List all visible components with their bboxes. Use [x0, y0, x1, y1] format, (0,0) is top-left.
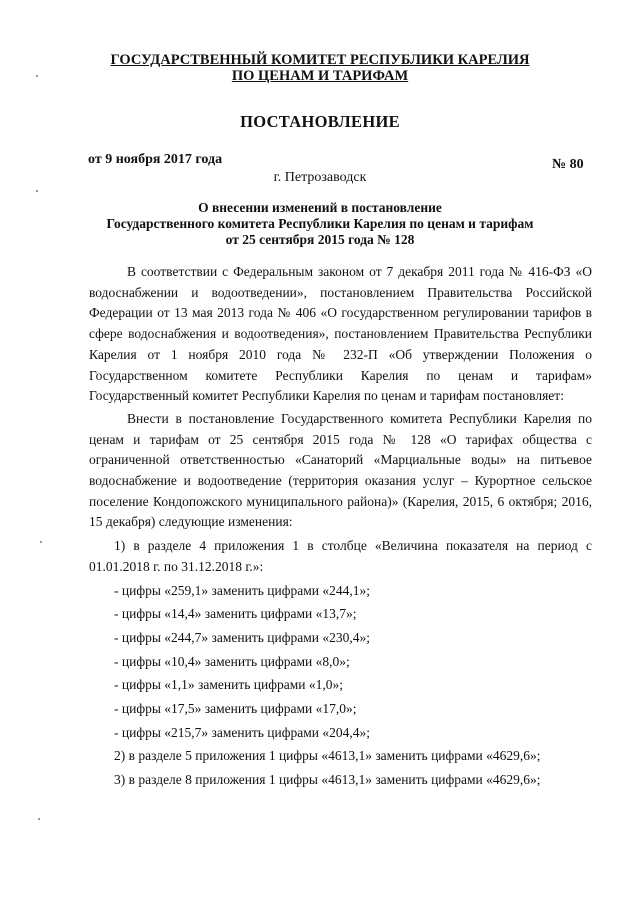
document-city: г. Петрозаводск	[273, 170, 367, 185]
subject-line2: Государственного комитета Республики Карелия по ценам и тарифам	[106, 216, 534, 231]
scan-speck	[38, 818, 40, 820]
agency-header-line2: ПО ЦЕНАМ И ТАРИФАМ	[231, 68, 409, 84]
list-item: - цифры «1,1» заменить цифрами «1,0»;	[114, 677, 343, 693]
list-item: - цифры «259,1» заменить цифрами «244,1»;	[114, 582, 370, 598]
scan-speck	[40, 541, 42, 543]
scan-speck	[36, 190, 38, 192]
list-item: - цифры «215,7» заменить цифрами «204,4»;	[114, 724, 370, 740]
agency-header-line1: ГОСУДАРСТВЕННЫЙ КОМИТЕТ РЕСПУБЛИКИ КАРЕЛИЯ	[110, 52, 530, 68]
subject-line1: О внесении изменений в постановление	[198, 200, 442, 215]
scan-speck	[36, 75, 38, 77]
point-3: 3) в разделе 8 приложения 1 цифры «4613,1» заменить цифрами «4629,6»;	[114, 772, 541, 788]
document-number: № 80	[552, 157, 584, 172]
document-subject	[100, 200, 540, 248]
list-item: - цифры «244,7» заменить цифрами «230,4»;	[114, 629, 370, 645]
point-2: 2) в разделе 5 приложения 1 цифры «4613,1» заменить цифрами «4629,6»;	[114, 748, 541, 764]
point-1: 1) в разделе 4 приложения 1 в столбце «Величина показателя на период с 01.01.2018 г. по 31.12.2018 г.»:	[89, 538, 592, 574]
agency-header	[0, 52, 640, 84]
document-date: от 9 ноября 2017 года	[88, 152, 223, 167]
list-item: - цифры «14,4» заменить цифрами «13,7»;	[114, 606, 357, 622]
intro-paragraph: В соответствии с Федеральным законом от 7 декабря 2011 года № 416-ФЗ «О водоснабжении и водоотведении», постановлением Правительства Российской Федерации от 13 мая 2013 года № 406 «О государственном регулировании тарифов в сфере водоснабжения и водоотведения», постановлением Правительства Республики Карелия от 1 ноября 2010 года № 232-П «Об утверждении Положения о Государственном комитете Республики Карелия по ценам и тарифам» Государственный комитет Республики Карелия по ценам и тарифам постановляет:	[89, 264, 592, 404]
document-title: ПОСТАНОВЛЕНИЕ	[240, 112, 400, 131]
list-item: - цифры «10,4» заменить цифрами «8,0»;	[114, 653, 350, 669]
subject-line3: от 25 сентября 2015 года № 128	[225, 232, 415, 247]
amendment-paragraph: Внести в постановление Государственного комитета Республики Карелия по ценам и тарифам от 25 сентября 2015 года № 128 «О тарифах общества с ограниченной ответственностью «Санаторий «Марциальные воды» на питьевое водоснабжение и водоотведение (территория оказания услуг – Курортное сельское поселение Кондопожского муниципального района)» (Карелия, 2015, 6 октября; 2016, 15 декабря) следующие изменения:	[89, 410, 592, 530]
list-item: - цифры «17,5» заменить цифрами «17,0»;	[114, 701, 357, 717]
document-body	[89, 262, 592, 791]
